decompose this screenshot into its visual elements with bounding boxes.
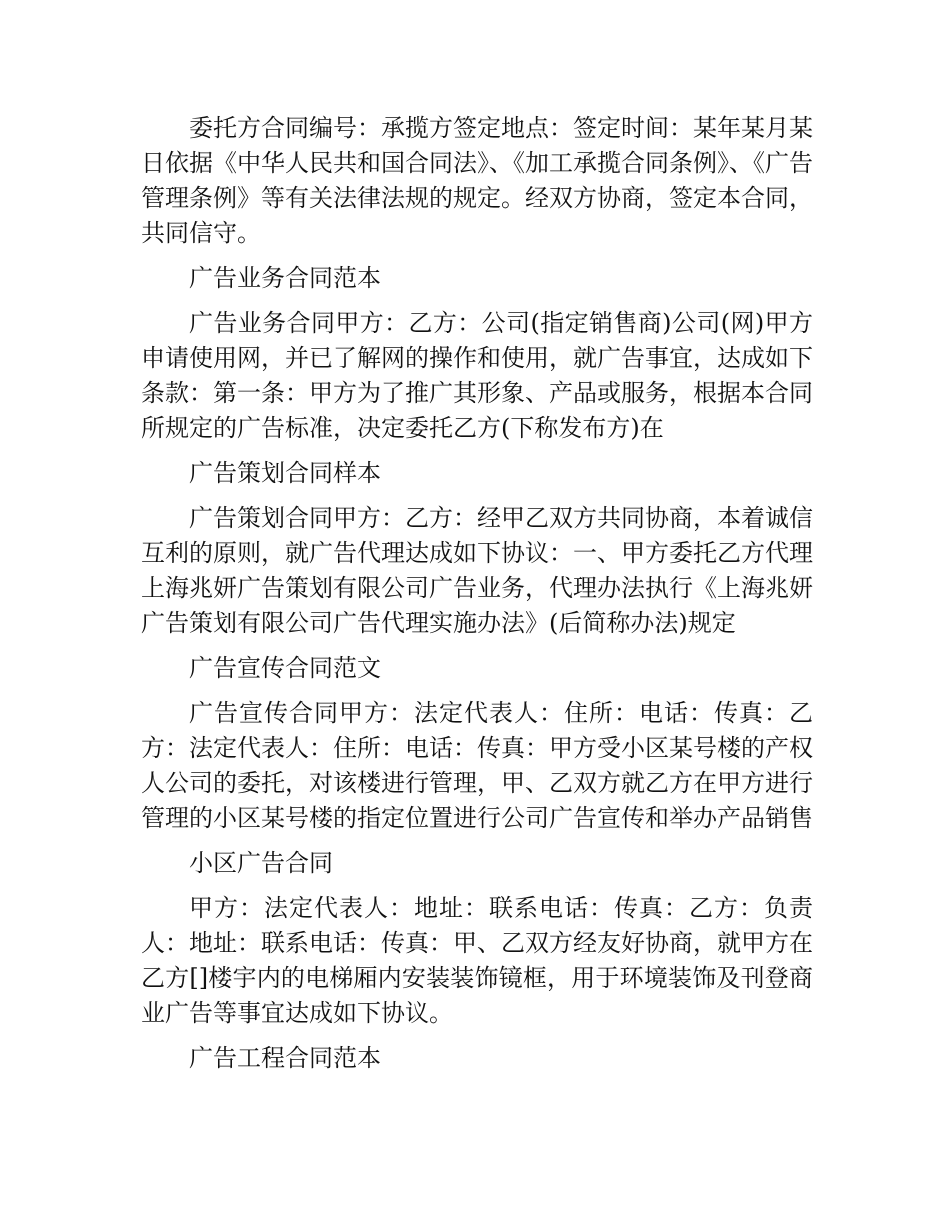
ad-business-paragraph: 广告业务合同甲方：乙方：公司(指定销售商)公司(网)甲方申请使用网，并已了解网的操作和使用，就广告事宜，达成如下条款：第一条：甲方为了推广其形象、产品或服务，根据本合同所规定的广告标准，决定委托乙方(下称发布方)在 xyxy=(141,309,813,442)
section-heading-community-ad: 小区广告合同 xyxy=(189,849,333,877)
intro-paragraph: 委托方合同编号：承揽方签定地点：签定时间：某年某月某日依据《中华人民共和国合同法》、《加工承揽合同条例》、《广告管理条例》等有关法律法规的规定。经双方协商，签定本合同，共同信守。 xyxy=(141,114,813,247)
section-heading-ad-engineering: 广告工程合同范本 xyxy=(189,1044,381,1072)
ad-promotion-paragraph: 广告宣传合同甲方：法定代表人：住所：电话：传真：乙方：法定代表人：住所：电话：传真：甲方受小区某号楼的产权人公司的委托，对该楼进行管理，甲、乙双方就乙方在甲方进行管理的小区某号楼的指定位置进行公司广告宣传和举办产品销售 xyxy=(141,699,813,832)
section-heading-ad-promotion: 广告宣传合同范文 xyxy=(189,654,381,682)
community-ad-paragraph: 甲方：法定代表人：地址：联系电话：传真：乙方：负责人：地址：联系电话：传真：甲、乙双方经友好协商，就甲方在乙方[]楼宇内的电梯厢内安装装饰镜框，用于环境装饰及刊登商业广告等事宜达成如下协议。 xyxy=(141,894,813,1027)
section-heading-ad-planning: 广告策划合同样本 xyxy=(189,459,381,487)
document-body xyxy=(141,111,813,1086)
section-heading-ad-business: 广告业务合同范本 xyxy=(189,264,381,292)
ad-planning-paragraph: 广告策划合同甲方：乙方：经甲乙双方共同协商，本着诚信互利的原则，就广告代理达成如下协议：一、甲方委托乙方代理上海兆妍广告策划有限公司广告业务，代理办法执行《上海兆妍广告策划有限公司广告代理实施办法》(后简称办法)规定 xyxy=(141,504,813,637)
